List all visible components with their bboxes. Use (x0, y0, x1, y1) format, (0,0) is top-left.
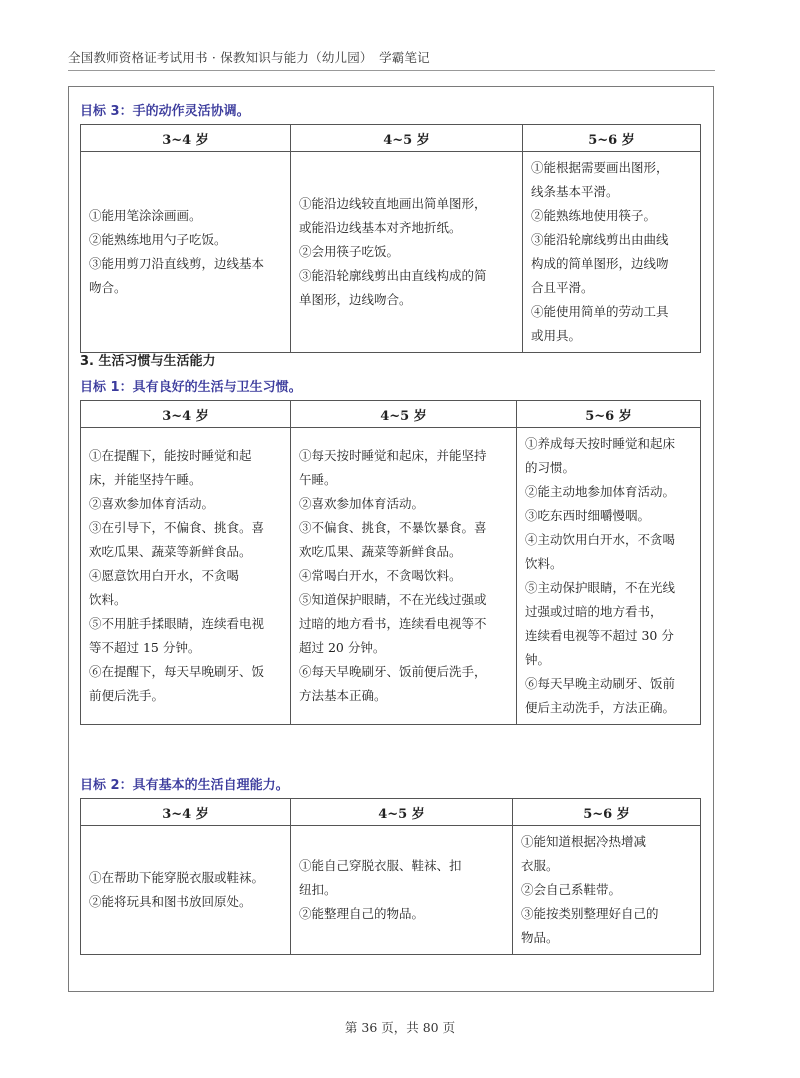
cell-text-line: ⑥在提醒下，每天早晚刷牙、饭 (89, 664, 265, 679)
cell-text-line: ①能沿边线较直地画出简单图形， (299, 196, 487, 211)
cell-text-line: ③能沿轮廓线剪出由曲线 (531, 232, 669, 247)
table-cell (513, 826, 701, 955)
cell-text-line: 连续看电视等不超过 30 分 (525, 628, 674, 643)
column-header: 4~5 岁 (291, 799, 513, 826)
column-header: 4~5 岁 (291, 401, 517, 428)
cell-text-line: ③吃东西时细嚼慢咽。 (525, 508, 651, 523)
header-divider (68, 70, 715, 71)
cell-text-line: 钟。 (525, 652, 551, 667)
cell-text-line: ①能根据需要画出图形， (531, 160, 669, 175)
cell-text-line: 合且平滑。 (531, 280, 594, 295)
table-header-row (81, 125, 701, 152)
cell-text-line: ④主动饮用白开水，不贪喝 (525, 532, 676, 547)
cell-text-line: ③不偏食、挑食，不暴饮暴食。喜 (299, 520, 487, 535)
cell-text-line: 纽扣。 (299, 882, 337, 897)
cell-text-line: 欢吃瓜果、蔬菜等新鲜食品。 (89, 544, 252, 559)
cell-text-line: 或能沿边线基本对齐地折纸。 (299, 220, 462, 235)
cell-text-line: 的习惯。 (525, 460, 576, 475)
goal1-table (80, 400, 701, 725)
table-cell (291, 428, 517, 725)
cell-text-line: ①能用笔涂涂画画。 (89, 208, 202, 223)
table-cell (523, 152, 701, 353)
cell-text-line: ①在帮助下能穿脱衣服或鞋袜。 (89, 870, 265, 885)
cell-text-line: ②能主动地参加体育活动。 (525, 484, 676, 499)
cell-text-line: ②能将玩具和图书放回原处。 (89, 894, 252, 909)
cell-text-line: 前便后洗手。 (89, 688, 165, 703)
cell-text-line: 超过 20 分钟。 (299, 640, 386, 655)
cell-text-line: 欢吃瓜果、蔬菜等新鲜食品。 (299, 544, 462, 559)
cell-text-line: 饮料。 (89, 592, 127, 607)
cell-text-line: ⑤主动保护眼睛，不在光线 (525, 580, 676, 595)
column-header: 4~5 岁 (291, 125, 523, 152)
goal3-title: 目标 3：手的动作灵活协调。 (80, 104, 250, 119)
column-header: 5~6 岁 (523, 125, 701, 152)
table-cell (81, 826, 291, 955)
cell-text-line: ⑥每天早晚主动刷牙、饭前 (525, 676, 676, 691)
cell-text-line: 吻合。 (89, 280, 127, 295)
column-header: 3~4 岁 (81, 799, 291, 826)
cell-text-line: 或用具。 (531, 328, 582, 343)
cell-text-line: ②能熟练地用勺子吃饭。 (89, 232, 227, 247)
cell-text-line: ④愿意饮用白开水，不贪喝 (89, 568, 240, 583)
cell-text-line: ②能熟练地使用筷子。 (531, 208, 657, 223)
cell-text-line: ②会自己系鞋带。 (521, 882, 622, 897)
cell-text-line: 线条基本平滑。 (531, 184, 619, 199)
table-row (81, 152, 701, 353)
cell-text-line: 等不超过 15 分钟。 (89, 640, 201, 655)
cell-text-line: ②喜欢参加体育活动。 (89, 496, 215, 511)
table-cell (517, 428, 701, 725)
cell-text-line: ④常喝白开水，不贪喝饮料。 (299, 568, 462, 583)
column-header: 3~4 岁 (81, 401, 291, 428)
cell-text-line: 物品。 (521, 930, 559, 945)
cell-text-line: ①能自己穿脱衣服、鞋袜、扣 (299, 858, 462, 873)
cell-text-line: 床，并能坚持午睡。 (89, 472, 202, 487)
section-title: 3. 生活习惯与生活能力 (80, 354, 216, 369)
table-cell (291, 152, 523, 353)
cell-text-line: ②能整理自己的物品。 (299, 906, 425, 921)
goal2-table (80, 798, 701, 955)
table-row (81, 826, 701, 955)
cell-text-line: ③能用剪刀沿直线剪，边线基本 (89, 256, 265, 271)
cell-text-line: ②喜欢参加体育活动。 (299, 496, 425, 511)
table-cell (291, 826, 513, 955)
goal2-title: 目标 2：具有基本的生活自理能力。 (80, 778, 289, 793)
cell-text-line: 过暗的地方看书，连续看电视等不 (299, 616, 487, 631)
cell-text-line: ③能沿轮廓线剪出由直线构成的简 (299, 268, 487, 283)
table-cell (81, 428, 291, 725)
cell-text-line: ①能知道根据冷热增减 (521, 834, 647, 849)
page-header: 全国教师资格证考试用书 · 保教知识与能力（幼儿园） 学霸笔记 (68, 50, 430, 65)
cell-text-line: 过强或过暗的地方看书， (525, 604, 663, 619)
cell-text-line: 单图形，边线吻合。 (299, 292, 412, 307)
cell-text-line: ①养成每天按时睡觉和起床 (525, 436, 676, 451)
cell-text-line: ①每天按时睡觉和起床，并能坚持 (299, 448, 487, 463)
column-header: 5~6 岁 (513, 799, 701, 826)
cell-text-line: 衣服。 (521, 858, 559, 873)
goal1-title: 目标 1：具有良好的生活与卫生习惯。 (80, 380, 302, 395)
cell-text-line: ①在提醒下，能按时睡觉和起 (89, 448, 252, 463)
cell-text-line: ⑤知道保护眼睛，不在光线过强或 (299, 592, 487, 607)
column-header: 3~4 岁 (81, 125, 291, 152)
page-number: 第 36 页，共 80 页 (344, 1020, 456, 1035)
table-header-row (81, 799, 701, 826)
cell-text-line: ②会用筷子吃饭。 (299, 244, 400, 259)
cell-text-line: 构成的简单图形，边线吻 (531, 256, 669, 271)
cell-text-line: 便后主动洗手，方法正确。 (525, 700, 676, 715)
cell-text-line: 饮料。 (525, 556, 563, 571)
table-row (81, 428, 701, 725)
column-header: 5~6 岁 (517, 401, 701, 428)
cell-text-line: ⑤不用脏手揉眼睛，连续看电视 (89, 616, 265, 631)
goal3-table (80, 124, 701, 353)
table-cell (81, 152, 291, 353)
cell-text-line: ③在引导下，不偏食、挑食。喜 (89, 520, 265, 535)
cell-text-line: 午睡。 (299, 472, 337, 487)
cell-text-line: ⑥每天早晚刷牙、饭前便后洗手， (299, 664, 487, 679)
cell-text-line: 方法基本正确。 (299, 688, 387, 703)
cell-text-line: ④能使用简单的劳动工具 (531, 304, 669, 319)
table-header-row (81, 401, 701, 428)
cell-text-line: ③能按类别整理好自己的 (521, 906, 659, 921)
